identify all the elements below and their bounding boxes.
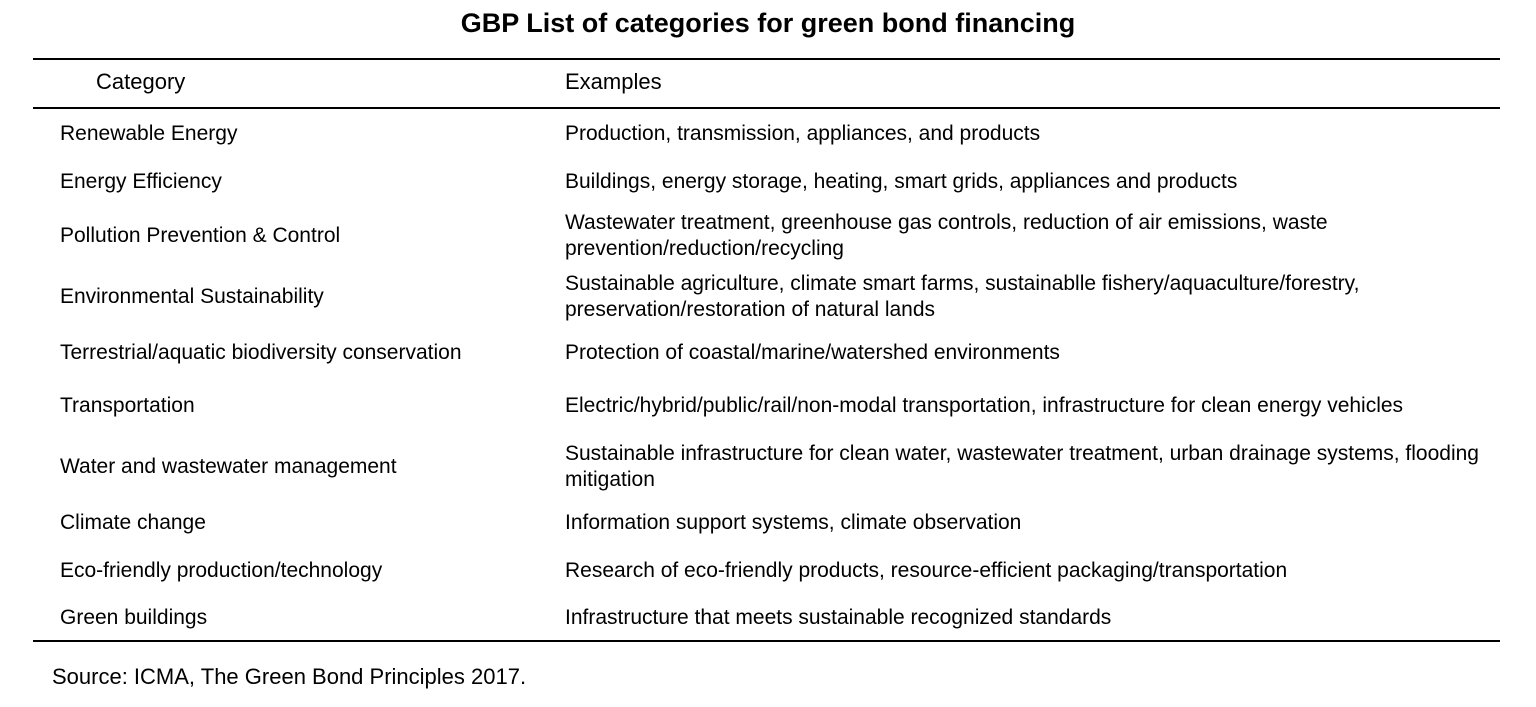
column-header-examples: Examples — [565, 69, 662, 94]
table-row — [0, 439, 1536, 495]
category-cell: Climate change — [60, 511, 206, 534]
table-header-rule — [33, 107, 1500, 109]
examples-cell: Infrastructure that meets sustainable recognized standards — [565, 606, 1112, 629]
table-row — [0, 378, 1536, 434]
examples-cell: Buildings, energy storage, heating, smart grids, appliances and products — [565, 170, 1238, 193]
category-cell: Renewable Energy — [60, 122, 238, 145]
table-row — [0, 337, 1536, 369]
table-row — [0, 555, 1536, 587]
table-row — [0, 602, 1536, 634]
table-row — [0, 118, 1536, 150]
examples-cell: Information support systems, climate observation — [565, 511, 1022, 534]
examples-cell: Protection of coastal/marine/watershed environments — [565, 341, 1060, 364]
table-row — [0, 208, 1536, 264]
examples-cell: Sustainable infrastructure for clean water, wastewater treatment, urban drainage systems, flooding mitigation — [565, 442, 1479, 491]
table-top-rule — [33, 58, 1500, 60]
table-bottom-rule — [33, 640, 1500, 642]
examples-cell: Sustainable agriculture, climate smart farms, sustainablle fishery/aquaculture/forestry, preservation/restoration of natural lands — [565, 272, 1360, 321]
category-cell: Green buildings — [60, 606, 208, 629]
table-row — [0, 166, 1536, 198]
category-cell: Water and wastewater management — [60, 455, 397, 478]
category-cell: Transportation — [60, 394, 195, 417]
table-title: GBP List of categories for green bond financing — [460, 8, 1076, 38]
category-cell: Environmental Sustainability — [60, 285, 324, 308]
table-row — [0, 269, 1536, 325]
examples-cell: Research of eco-friendly products, resource-efficient packaging/transportation — [565, 559, 1288, 582]
table-row — [0, 507, 1536, 539]
category-cell: Eco-friendly production/technology — [60, 559, 383, 582]
category-cell: Terrestrial/aquatic biodiversity conservation — [60, 341, 462, 364]
source-note: Source: ICMA, The Green Bond Principles 2017. — [52, 664, 527, 689]
examples-cell: Wastewater treatment, greenhouse gas controls, reduction of air emissions, waste prevention/reduction/recycling — [565, 211, 1328, 260]
category-cell: Energy Efficiency — [60, 170, 222, 193]
category-cell: Pollution Prevention & Control — [60, 224, 341, 247]
column-header-category: Category — [96, 69, 186, 94]
examples-cell: Production, transmission, appliances, and products — [565, 122, 1041, 145]
examples-cell: Electric/hybrid/public/rail/non-modal transportation, infrastructure for clean energy vehicles — [565, 394, 1404, 417]
table-header-row — [0, 62, 1536, 102]
